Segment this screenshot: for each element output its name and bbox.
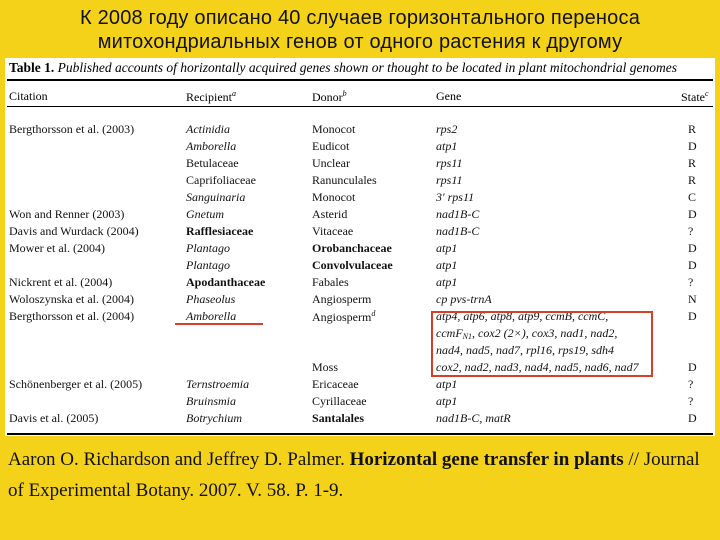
cell-gene: atp1 [436,377,458,391]
cell-donor: Orobanchaceae [312,241,392,255]
cell-recipient: Caprifoliaceae [186,173,256,187]
header-state: State$^c$ [681,89,709,104]
cell-gene: nad1B-C, matR [436,411,511,425]
table-row [5,394,715,411]
table-row [5,190,715,207]
cell-recipient: Amborella [186,139,237,153]
amborella-genes-highlight-box [431,311,653,377]
cell-donor: Moss [312,360,339,374]
cell-state: ? [688,377,694,391]
header-recipient: Recipient$^a$ [186,89,236,104]
table-caption [9,60,677,76]
cell-gene: cp pvs-trnA [436,292,492,306]
table-label: Table 1. [9,60,55,75]
table-bottom-rule [7,433,713,435]
cell-gene: cox2, nad2, nad3, nad4, nad5, nad6, nad7 [436,360,639,374]
cell-donor: Angiosperm$^d$ [312,309,376,324]
cell-recipient: Apodanthaceae [186,275,266,289]
cell-donor: Angiosperm [312,292,372,306]
cell-state: D [688,258,697,272]
table-top-rule [7,79,713,81]
cell-recipient: Rafflesiaceae [186,224,254,238]
cell-citation: Mower et al. (2004) [9,241,105,255]
cell-donor: Monocot [312,190,356,204]
slide-title-line-2: митохондриальных генов от одного растения к другому [97,31,623,53]
table-row [5,139,715,156]
cell-state: ? [688,394,694,408]
cell-gene: atp1 [436,241,458,255]
cell-state: D [688,309,697,323]
cell-citation: Woloszynska et al. (2004) [9,292,135,306]
cell-donor: Ericaceae [312,377,359,391]
header-citation: Citation [9,89,48,103]
cell-state: D [688,411,697,425]
table-caption-text: Published accounts of horizontally acquired genes shown or thought to be located in plant mitochondrial genomes [57,60,677,75]
reference-title: Horizontal gene transfer in plants [349,449,624,470]
cell-citation: Bergthorsson et al. (2003) [9,122,135,136]
cell-donor: Convolvulaceae [312,258,393,272]
cell-donor: Santalales [312,411,365,425]
cell-donor: Cyrillaceae [312,394,367,408]
cell-donor: Monocot [312,122,356,136]
table-row [5,258,715,275]
cell-gene: ccmF$_{N1}$, cox2 (2×), cox3, nad1, nad2, [436,326,618,341]
table-row [5,224,715,241]
cell-citation: Won and Renner (2003) [9,207,125,221]
cell-recipient: Ternstroemia [186,377,250,391]
cell-recipient: Gnetum [186,207,224,221]
cell-state: C [688,190,697,204]
cell-state: ? [688,224,694,238]
cell-state: ? [688,275,694,289]
cell-state: D [688,241,697,255]
reference-citation [8,444,714,506]
table-panel [5,58,715,436]
cell-gene: nad1B-C [436,207,480,221]
header-gene: Gene [436,89,462,103]
table-row [5,411,715,428]
cell-gene: atp1 [436,394,458,408]
table-header-rule [7,106,713,107]
table-row [5,275,715,292]
cell-citation: Davis et al. (2005) [9,411,99,425]
cell-donor: Vitaceae [312,224,354,238]
cell-state: D [688,207,697,221]
cell-donor: Asterid [312,207,348,221]
cell-citation: Davis and Wurdack (2004) [9,224,139,238]
cell-gene: atp1 [436,258,458,272]
amborella-highlight-underline [175,323,263,325]
cell-recipient: Betulaceae [186,156,239,170]
cell-recipient: Amborella [186,309,237,323]
cell-gene: nad4, nad5, nad7, rpl16, rps19, sdh4 [436,343,615,357]
cell-gene: atp1 [436,275,458,289]
cell-state: R [688,122,697,136]
cell-gene: atp4, atp6, atp8, atp9, ccmB, ccmC, [436,309,609,323]
slide-title-line-1: К 2008 году описано 40 случаев горизонтального переноса [79,7,641,29]
cell-citation: Bergthorsson et al. (2004) [9,309,135,323]
donor-footnote: d [371,309,376,318]
slide-title [0,6,720,54]
table-row [5,241,715,258]
table-row [5,292,715,309]
cell-state: D [688,139,697,153]
cell-state: R [688,173,697,187]
cell-recipient: Actinidia [186,122,230,136]
cell-recipient: Botrychium [186,411,242,425]
reference-source: // Journal of Experimental Botany. 2007. V. 58. P. 1-9. [8,449,700,501]
cell-state: N [688,292,697,306]
table-row [5,156,715,173]
cell-donor: Fabales [312,275,349,289]
cell-state: D [688,360,697,374]
cell-recipient: Sanguinaria [186,190,246,204]
reference-authors: Aaron O. Richardson and Jeffrey D. Palmer. [8,449,345,470]
cell-recipient: Phaseolus [186,292,236,306]
cell-gene: nad1B-C [436,224,480,238]
cell-gene: rps11 [436,173,463,187]
table-row [5,173,715,190]
cell-donor: Unclear [312,156,350,170]
cell-gene: 3′ rps11 [436,190,475,204]
cell-recipient: Bruinsmia [186,394,237,408]
cell-gene: atp1 [436,139,458,153]
cell-gene: rps2 [436,122,458,136]
cell-state: R [688,156,697,170]
table-row [5,377,715,394]
cell-gene: rps11 [436,156,463,170]
cell-donor: Eudicot [312,139,350,153]
table-row [5,122,715,139]
cell-donor: Ranunculales [312,173,377,187]
cell-citation: Nickrent et al. (2004) [9,275,113,289]
table-row [5,207,715,224]
cell-recipient: Plantago [186,258,230,272]
header-donor: Donor$^b$ [312,89,347,104]
cell-citation: Schönenberger et al. (2005) [9,377,143,391]
cell-recipient: Plantago [186,241,230,255]
